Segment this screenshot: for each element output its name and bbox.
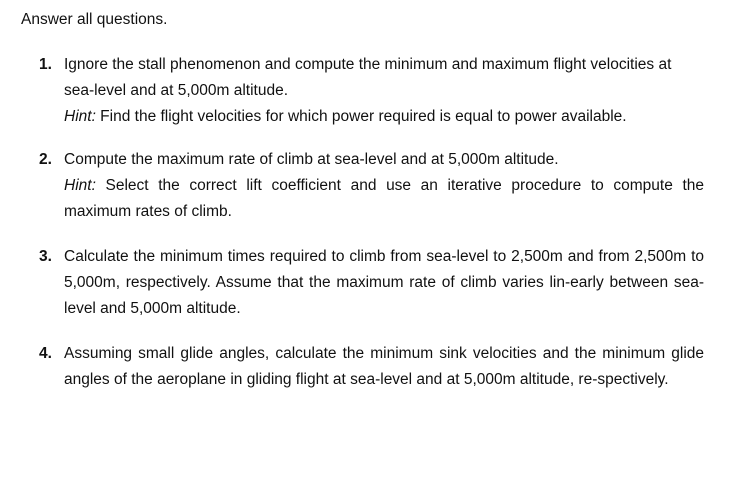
question-text: Compute the maximum rate of climb at sea-level and at 5,000m altitude. [64, 151, 559, 168]
question-body [64, 341, 704, 393]
question-body [64, 52, 704, 130]
question-number: 3. [39, 248, 52, 265]
question-hint [64, 104, 704, 130]
hint-text: Find the flight velocities for which power required is equal to power available. [95, 108, 627, 125]
hint-text: Select the correct lift coefficient and use an iterative procedure to compute the maximum rates of climb. [64, 177, 704, 220]
question-text: Assuming small glide angles, calculate the minimum sink velocities and the minimum glide angles of the aeroplane in gliding flight at sea-level and at 5,000m altitude, re-spectively. [64, 345, 704, 388]
question-number: 4. [39, 345, 52, 362]
hint-label: Hint: [64, 177, 96, 194]
question-text: Calculate the minimum times required to climb from sea-level to 2,500m and from 2,500m to 5,000m, respectively. Assume that the maximum rate of climb varies lin-early between sea-level and 5,000m altitude. [64, 248, 704, 317]
instructions-heading: Answer all questions. [21, 11, 168, 28]
question-text: Ignore the stall phenomenon and compute the minimum and maximum flight velocities at sea-level and at 5,000m altitude. [64, 56, 672, 99]
question-body [64, 244, 704, 322]
hint-label: Hint: [64, 108, 96, 125]
question-body [64, 147, 704, 225]
question-number: 2. [39, 151, 52, 168]
question-hint [64, 173, 704, 225]
question-number: 1. [39, 56, 52, 73]
